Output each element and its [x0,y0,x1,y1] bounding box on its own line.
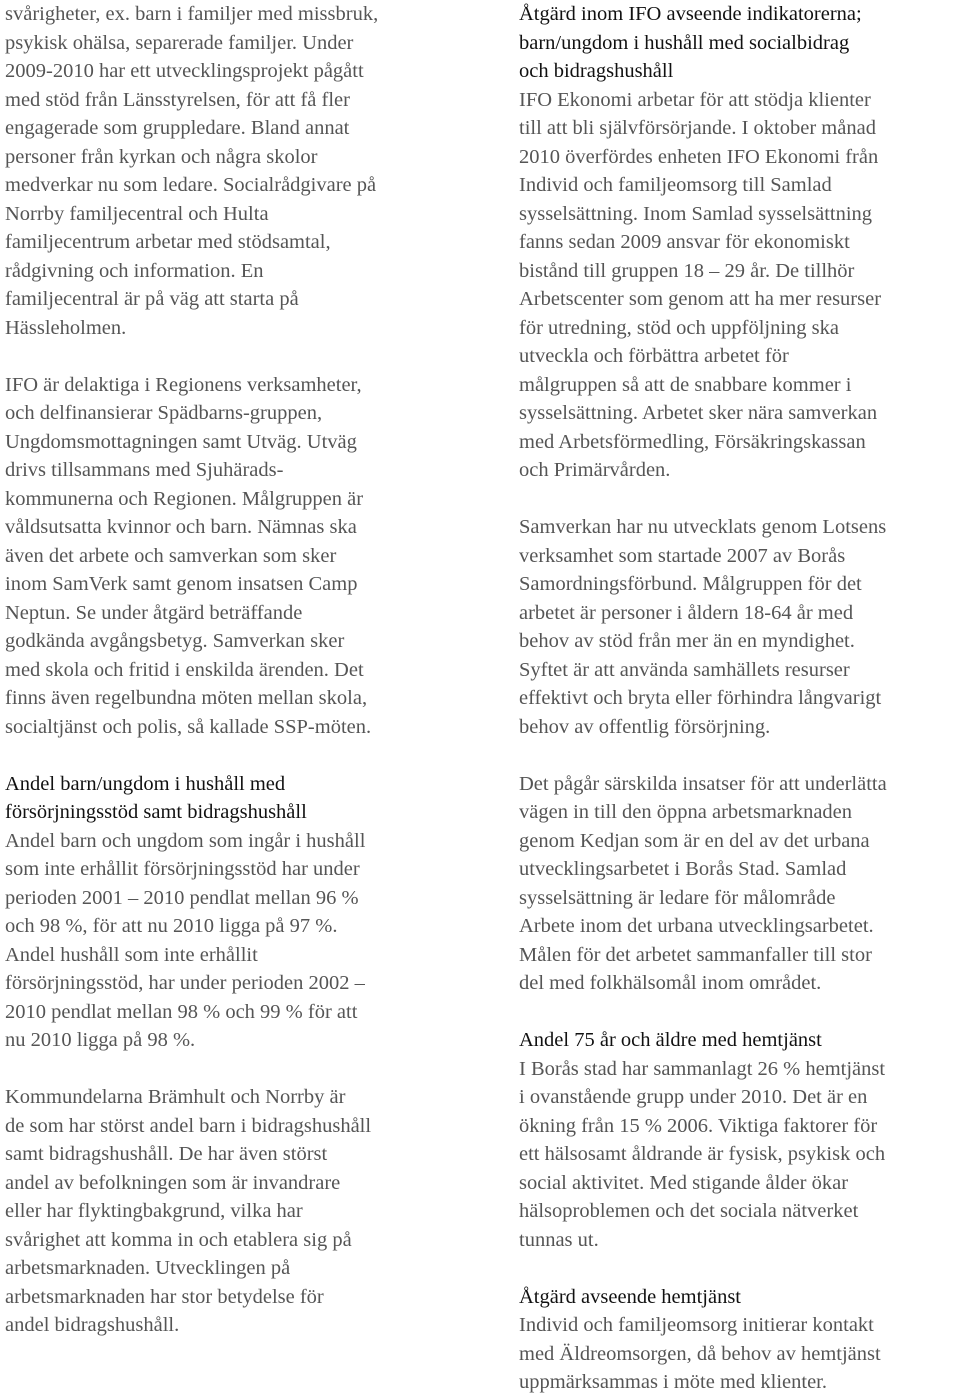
right-heading-2: Andel 75 år och äldre med hemtjänst [519,1029,822,1051]
right-paragraph-4: I Borås stad har sammanlagt 26 % hemtjänst i ovanstående grupp under 2010. Det är en ökning från 15 % 2006. Viktiga faktorer för ett hälsosamt åldrande är fysisk, psykisk och social aktivitet. Med stigande ålder ökar hälsoproblemen och det sociala nätverket tunnas ut. [519,1057,886,1251]
right-column [519,0,955,1397]
paragraph-spacer [5,741,450,770]
left-paragraph-1: svårigheter, ex. barn i familjer med missbruk, psykisk ohälsa, separerade familjer. Under 2009-2010 har ett utvecklingsprojekt pågått med stöd från Länsstyrelsen, för att få fler engagerade som gruppledare. Bland annat personer från kyrkan och några skolor medverkar nu som ledare. Socialrådgivare på Norrby familjecentral och Hulta familjecentrum arbetar med stödsamtal, rådgivning och information. En familjecentral är på väg att starta på Hässleholmen. [5,3,379,339]
left-paragraph-4: Kommundelarna Brämhult och Norrby är de som har störst andel barn i bidragshushåll samt bidragshushåll. De har även störst andel av befolkningen som är invandrare eller har flyktingbakgrund, vilka har svårighet att komma in och etablera sig på arbetsmarknaden. Utvecklingen på arbetsmarknaden har stor betydelse för andel bidragshushåll. [5,1086,372,1336]
right-heading-3: Åtgärd avseende hemtjänst [519,1285,742,1308]
paragraph-spacer [5,1055,450,1084]
left-column [5,0,450,1340]
paragraph-spacer [519,485,955,514]
right-heading-1: Åtgärd inom IFO avseende indikatorerna; barn/ungdom i hushåll med socialbidrag och bidragshushåll [519,3,862,82]
right-paragraph-3: Det pågår särskilda insatser för att underlätta vägen in till den öppna arbetsmarknaden genom Kedjan som är en del av det urbana utvecklingsarbetet i Borås Stad. Samlad sysselsättning är ledare för målområde Arbete inom det urbana utvecklingsarbetet. Målen för det arbetet sammanfaller till stor del med folkhälsomål inom området. [519,772,887,994]
right-paragraph-1: IFO Ekonomi arbetar för att stödja klienter till att bli självförsörjande. I oktober månad 2010 överfördes enheten IFO Ekonomi från Individ och familjeomsorg till Samlad sysselsättning. Inom Samlad sysselsättning fanns sedan 2009 ansvar för ekonomiskt bistånd till gruppen 18 – 29 år. De tillhör Arbetscenter som genom att ha mer resurser för utredning, stöd och uppföljning ska utveckla och förbättra arbetet för målgruppen så att de snabbare kommer i sysselsättning. Arbetet sker nära samverkan med Arbetsförmedling, Försäkringskassan och Primärvården. [519,88,882,481]
left-paragraph-3: Andel barn och ungdom som ingår i hushåll som inte erhållit försörjningsstöd har under perioden 2001 – 2010 pendlat mellan 96 % och 98 %, för att nu 2010 ligga på 97 %. Andel hushåll som inte erhållit försörjningsstöd, har under perioden 2002 – 2010 pendlat mellan 98 % och 99 % för att nu 2010 ligga på 98 %. [5,829,366,1051]
right-paragraph-2: Samverkan har nu utvecklats genom Lotsens verksamhet som startade 2007 av Borås Samordningsförbund. Målgruppen för det arbetet är personer i åldern 18-64 år med behov av stöd från mer än en myndighet. Syftet är att använda samhällets resurser effektivt och bryta eller förhindra långvarigt behov av offentlig försörjning. [519,516,887,738]
right-paragraph-5: Individ och familjeomsorg initierar kontakt med Äldreomsorgen, då behov av hemtjänst uppmärksammas i möte med klienter. [519,1314,881,1393]
paragraph-spacer [519,998,955,1027]
left-heading-1: Andel barn/ungdom i hushåll med försörjningsstöd samt bidragshushåll [5,772,307,823]
left-paragraph-2: IFO är delaktiga i Regionens verksamheter, och delfinansierar Spädbarns-gruppen, Ungdomsmottagningen samt Utväg. Utväg drivs tillsammans med Sjuhärads- kommunerna och Regionen. Målgruppen är våldsutsatta kvinnor och barn. Nämnas ska även det arbete och samverkan som sker inom SamVerk samt genom insatsen Camp Neptun. Se under åtgärd beträffande godkända avgångsbetyg. Samverkan sker med skola och fritid i enskilda ärenden. Det finns även regelbundna möten mellan skola, socialtjänst och polis, så kallade SSP-möten. [5,373,372,738]
paragraph-spacer [5,342,450,371]
paragraph-spacer [519,741,955,770]
paragraph-spacer [519,1254,955,1283]
